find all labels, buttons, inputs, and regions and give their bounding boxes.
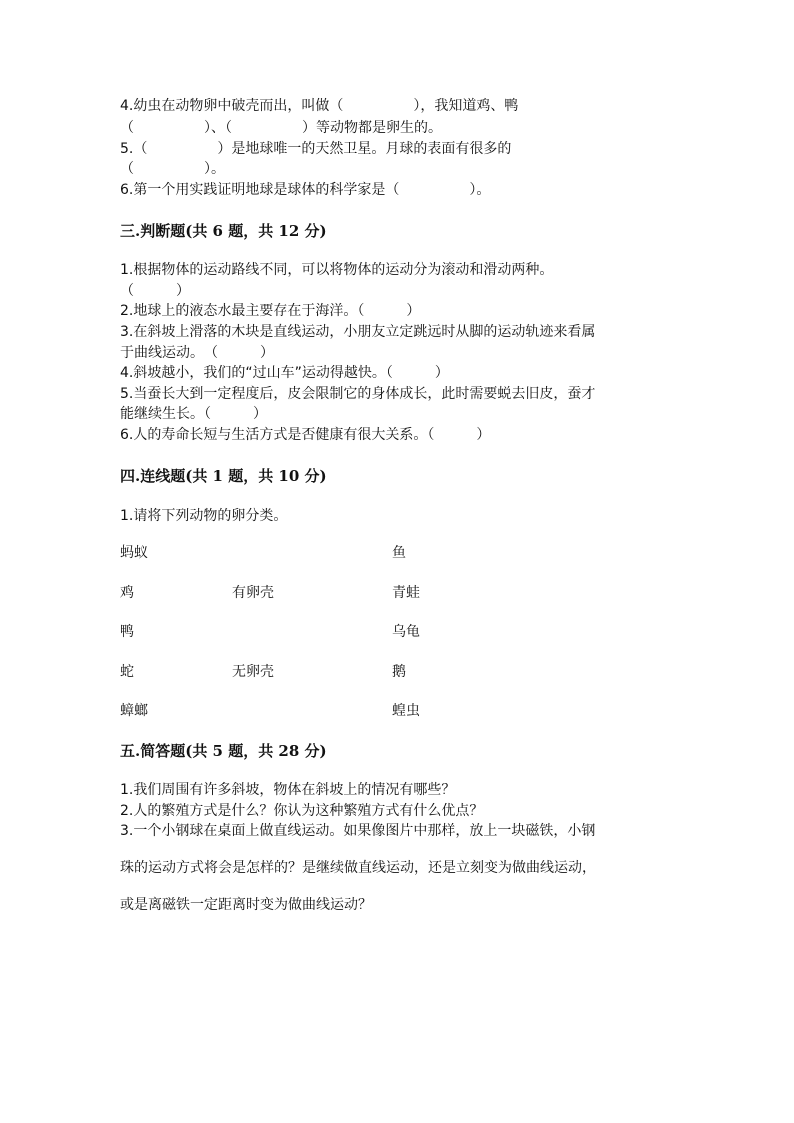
s3-line: 3.在斜坡上滑落的木块是直线运动，小朋友立定跳远时从脚的运动轨迹来看属 xyxy=(120,324,596,340)
s3-line: 6.人的寿命长短与生活方式是否健康有很大关系。（ ） xyxy=(120,427,491,443)
s5-q2: 2.人的繁殖方式是什么？你认为这种繁殖方式有什么优点？ xyxy=(120,803,484,819)
s5-q3-line2: 珠的运动方式将会是怎样的？是继续做直线运动，还是立刻变为做曲线运动， xyxy=(120,860,596,876)
s5-q3-line1: 3.一个小钢球在桌面上做直线运动。如果像图片中那样，放上一块磁铁，小钢 xyxy=(120,823,596,839)
left-animal: 鸡 xyxy=(120,585,134,601)
s3-line: 5.当蚕长大到一定程度后，皮会限制它的身体成长，此时需要蜕去旧皮，蚕才 xyxy=(120,386,596,402)
left-animal: 蛇 xyxy=(120,664,134,680)
left-animal: 蚂蚁 xyxy=(120,545,148,561)
left-animal: 鸭 xyxy=(120,624,134,640)
left-animal: 蟑螂 xyxy=(120,703,148,719)
fill-q5-line2: （ ）。 xyxy=(120,161,225,177)
right-animal: 青蛙 xyxy=(392,585,420,601)
section4-title: 四.连线题(共 1 题，共 10 分) xyxy=(120,467,327,485)
s5-q1: 1.我们周围有许多斜坡，物体在斜坡上的情况有哪些？ xyxy=(120,782,456,798)
fill-q5-line1: 5.（ ）是地球唯一的天然卫星。月球的表面有很多的 xyxy=(120,141,512,157)
s3-line: 于曲线运动。 （ ） xyxy=(120,345,274,361)
s3-line: 能继续生长。（ ） xyxy=(120,406,267,422)
s3-line: （ ） xyxy=(120,283,190,299)
section3-title: 三.判断题(共 6 题，共 12 分) xyxy=(120,222,327,240)
fill-q6-line1: 6.第一个用实践证明地球是球体的科学家是（ ）。 xyxy=(120,182,491,198)
s4-question: 1.请将下列动物的卵分类。 xyxy=(120,508,288,524)
fill-q4-line2: （ ）、（ ）等动物都是卵生的。 xyxy=(120,120,442,136)
right-animal: 乌龟 xyxy=(392,624,420,640)
fill-q4-line1: 4.幼虫在动物卵中破壳而出，叫做（ ），我知道鸡、鸭 xyxy=(120,98,519,114)
right-animal: 蝗虫 xyxy=(392,703,420,719)
s3-line: 4.斜坡越小，我们的“过山车”运动得越快。（ ） xyxy=(120,365,449,381)
s3-line: 1.根据物体的运动路线不同，可以将物体的运动分为滚动和滑动两种。 xyxy=(120,262,554,278)
s3-line: 2.地球上的液态水最主要存在于海洋。（ ） xyxy=(120,303,421,319)
section5-title: 五.简答题(共 5 题，共 28 分) xyxy=(120,742,327,760)
s5-q3-line3: 或是离磁铁一定距离时变为做曲线运动？ xyxy=(120,897,372,913)
right-animal: 鱼 xyxy=(392,545,406,561)
right-animal: 鹅 xyxy=(392,664,406,680)
egg-category: 无卵壳 xyxy=(232,664,274,680)
egg-category: 有卵壳 xyxy=(232,585,274,601)
